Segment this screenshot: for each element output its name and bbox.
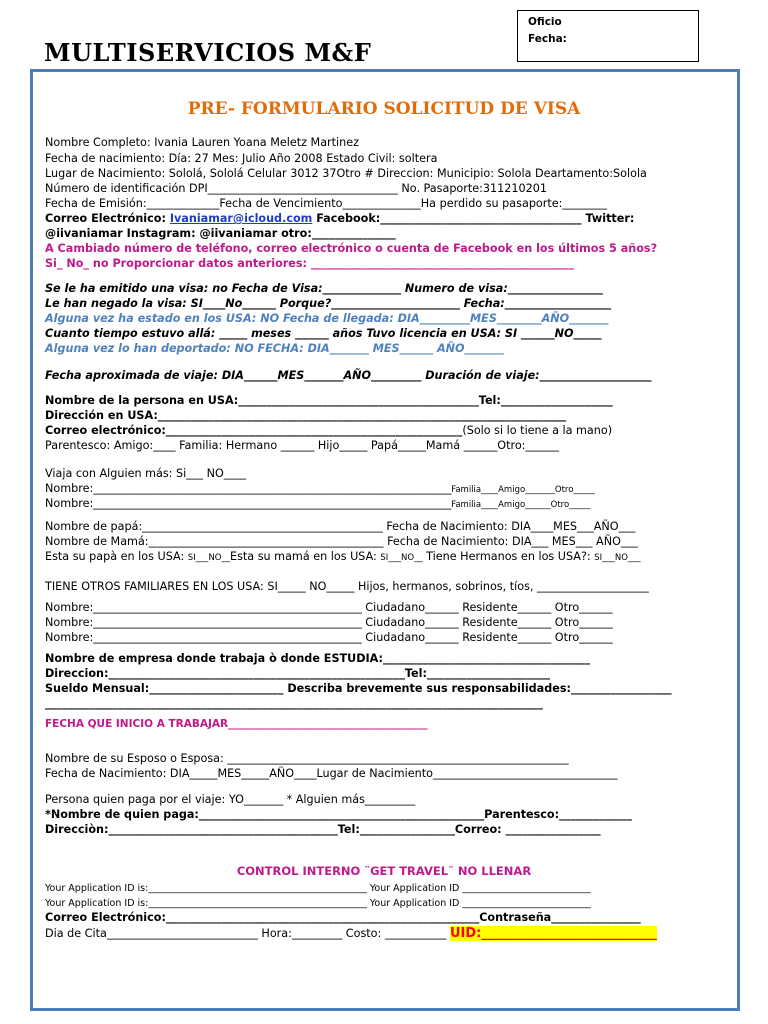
line-travel-companion[interactable]: Viaja con Alguien más: Si___ NO____ (45, 467, 247, 480)
line-payer-address[interactable]: Direcciòn:_________________________________________Tel:_________________Correo: _________________ (45, 823, 601, 836)
line-relative-3[interactable]: Nombre:________________________________________________ Ciudadano______ Residente______ Otro______ (45, 631, 613, 644)
line-spouse-birth[interactable]: Fecha de Nacimiento: DIA_____MES_____AÑO____Lugar de Nacimiento_________________________________ (45, 767, 618, 780)
line-relative-1[interactable]: Nombre:________________________________________________ Ciudadano______ Residente______ Otro______ (45, 601, 613, 614)
line-usa-address[interactable]: Dirección en USA:_________________________________________________________________________ (45, 409, 567, 422)
line-payer[interactable]: Persona quien paga por el viaje: YO_______ * Alguien más_________ (45, 793, 416, 806)
line-control-email[interactable]: Correo Electrónico:________________________________________________________Contraseña________________ (45, 911, 641, 924)
line-changed-contact-question: A Cambiado número de teléfono, correo electrónico o cuenta de Facebook en los últimos 5 años? (45, 242, 658, 255)
line-companion-1[interactable] (45, 482, 595, 497)
line-previous-data[interactable]: Si_ No_ no Proporcionar datos anteriores: _______________________________________________ (45, 257, 574, 270)
line-visa-denied[interactable]: Le han negado la visa: SI____No______ Porque?_______________________ Fecha:___________________ (45, 297, 612, 310)
line-relative-2[interactable]: Nombre:________________________________________________ Ciudadano______ Residente______ Otro______ (45, 616, 613, 629)
line-visa-issued[interactable]: Se le ha emitido una visa: no Fecha de Visa:______________ Numero de visa:_________________ (45, 282, 603, 295)
line-birthplace[interactable]: Lugar de Nacimiento: Sololá, Sololá Celular 3012 37Otro # Direccion: Municipio: Solola Deartamento:Solola (45, 167, 647, 180)
facebook-twitter-label: Facebook:____________________________________ Twitter: (312, 212, 635, 225)
line-full-name[interactable]: Nombre Completo: Ivania Lauren Yoana Meletz Martinez (45, 136, 359, 149)
line-application-id-2[interactable] (45, 897, 591, 911)
line-employer[interactable]: Nombre de empresa donde trabaja ò donde ESTUDIA:_____________________________________ (45, 652, 590, 665)
app-id-2a: Your Application ID is:______________________________________________ (45, 898, 367, 909)
line-been-in-usa[interactable]: Alguna vez ha estado en los USA: NO Fecha de llegada: DIA_________MES________AÑO_______ (45, 312, 609, 325)
usa-email-label: Correo electrónico:_____________________________________________________ (45, 424, 463, 437)
form-title: PRE- FORMULARIO SOLICITUD DE VISA (187, 99, 581, 119)
mother-usa-label: Esta su mamá en los USA: (230, 550, 381, 563)
line-salary[interactable]: Sueldo Mensual:________________________ Describa brevemente sus responsabilidades:__________________ (45, 682, 672, 695)
line-email-facebook[interactable] (45, 212, 634, 226)
siblings-usa-label: Tiene Hermanos en los USA?: (422, 550, 595, 563)
app-id-1a: Your Application ID is:______________________________________________ (45, 883, 367, 894)
line-relationship[interactable]: Parentesco: Amigo:____ Familia: Hermano ______ Hijo_____ Papá_____Mamá ______Otro:______ (45, 439, 560, 452)
companion-2-relation: Familia____Amigo______Otro_____ (451, 500, 591, 510)
line-companion-2[interactable] (45, 497, 590, 512)
app-id-1b: Your Application ID ___________________________ (369, 883, 591, 894)
companion-2-name: Nombre:________________________________________________________________ (45, 497, 452, 510)
companion-1-relation: Familia____Amigo_______Otro_____ (451, 485, 595, 495)
email-link[interactable]: Ivaniamar@icloud.com (169, 212, 313, 225)
usa-email-note: (Solo si lo tiene a la mano) (462, 424, 613, 437)
line-time-stayed[interactable]: Cuanto tiempo estuvo allá: _____ meses ______ años Tuvo licencia en USA: SI ______NO_____ (45, 327, 602, 340)
line-birth-date[interactable]: Fecha de nacimiento: Día: 27 Mes: Julio Año 2008 Estado Civil: soltera (45, 152, 438, 165)
app-id-2b: Your Application ID ___________________________ (369, 898, 591, 909)
uid-field[interactable]: UID:___________________________ (449, 926, 657, 941)
appointment-fields: Dia de Cita___________________________ Hora:_________ Costo: ___________ (45, 927, 447, 940)
companion-1-name: Nombre:________________________________________________________________ (45, 482, 452, 495)
line-passport-dates[interactable]: Fecha de Emisión:_____________Fecha de Vencimiento______________Ha perdido su pasaporte:________ (45, 197, 608, 210)
mother-usa-options: SI___NO__ (380, 553, 423, 563)
line-responsibilities-cont[interactable]: _________________________________________________________________________________________ (45, 697, 543, 710)
father-usa-label: Esta su papà en los USA: (45, 550, 188, 563)
office-box (517, 10, 699, 62)
line-application-id-1[interactable] (45, 882, 591, 896)
line-usa-email[interactable] (45, 424, 612, 438)
siblings-usa-options: SI___NO___ (594, 553, 641, 563)
line-mother[interactable]: Nombre de Mamá:__________________________________________ Fecha de Nacimiento: DIA___ MES___ AÑO___ (45, 535, 638, 548)
internal-control-title: CONTROL INTERNO ¨GET TRAVEL¨ NO LLENAR (236, 864, 532, 878)
line-usa-contact-name[interactable]: Nombre de la persona en USA:___________________________________________Tel:____________________ (45, 394, 613, 407)
father-usa-options: SI___NO__ (187, 553, 230, 563)
line-parents-in-usa[interactable] (45, 550, 641, 565)
line-deported[interactable]: Alguna vez lo han deportado: NO FECHA: DIA_______ MES______ AÑO_______ (45, 342, 504, 355)
fecha-label: Fecha: (528, 33, 567, 45)
line-father[interactable]: Nombre de papá:___________________________________________ Fecha de Nacimiento: DIA____MES___AÑO___ (45, 520, 636, 533)
company-name: MULTISERVICIOS M&F (44, 38, 372, 67)
line-spouse-name[interactable]: Nombre de su Esposo o Esposa: _____________________________________________________________ (45, 752, 569, 765)
line-appointment[interactable] (45, 927, 657, 941)
line-work-start-date[interactable]: FECHA QUE INICIO A TRABAJAR______________________________________ (45, 718, 428, 730)
line-travel-date[interactable]: Fecha aproximada de viaje: DIA______MES_______AÑO_________ Duración de viaje:____________________ (45, 369, 652, 382)
oficio-label: Oficio (528, 16, 562, 28)
line-id-passport[interactable]: Número de identificación DPI__________________________________ No. Pasaporte:311210201 (45, 182, 547, 195)
line-other-relatives[interactable]: TIENE OTROS FAMILIARES EN LOS USA: SI_____ NO_____ Hijos, hermanos, sobrinos, tíos, ____________________ (45, 580, 649, 593)
line-instagram[interactable]: @iivaniamar Instagram: @iivaniamar otro:_______________ (45, 227, 396, 240)
line-payer-name[interactable]: *Nombre de quien paga:___________________________________________________Parentesco:_____________ (45, 808, 632, 821)
email-label: Correo Electrónico: (45, 212, 170, 225)
line-employer-address[interactable]: Direccion:_____________________________________________________Tel:______________________ (45, 667, 551, 680)
